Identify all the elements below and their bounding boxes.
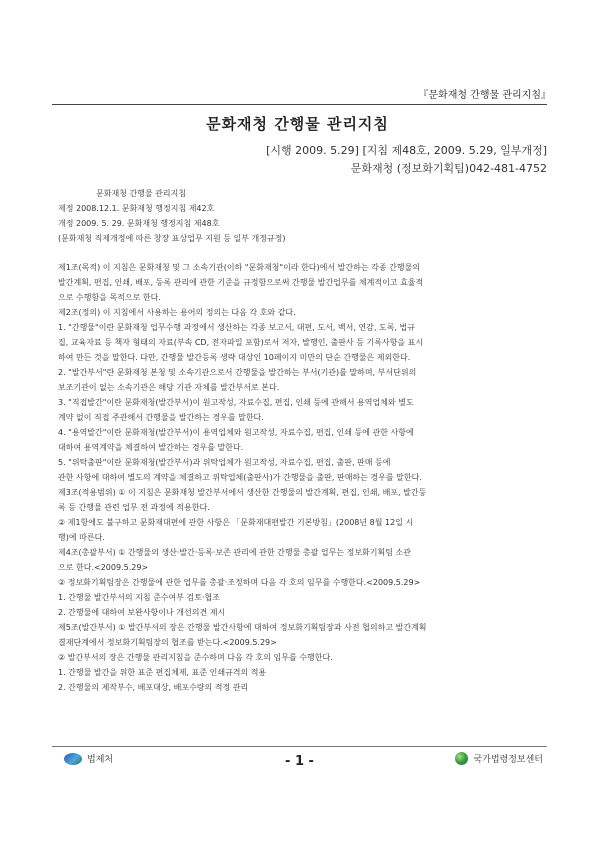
- preface-line: 제정 2008.12.1. 문화재청 행정지침 제42호: [58, 204, 215, 213]
- article-line: 하여 만든 것을 말한다. 다만, 간행물 발간등록 생략 대상인 10페이지 미만의 단순 간행물은 제외한다.: [58, 353, 411, 362]
- footer-divider: [52, 746, 547, 747]
- article-line: 발간계획, 편집, 인쇄, 배포, 등록 관리에 관한 기준을 규정함으로써 간행물 발간업무를 체계적이고 효율적: [58, 278, 424, 287]
- preface-line: 문화재청 간행물 관리지침: [96, 189, 187, 198]
- footer-right: [455, 752, 543, 765]
- article-line: 5. "위탁출판"이란 문화재청(발간부서)과 위탁업체가 원고작성, 자료수집, 편집, 출판, 판매 등에: [58, 458, 391, 467]
- article-line: 제3조(적용범위) ① 이 지침은 문화재청 발간부서에서 생산한 간행물의 발간계획, 편집, 인쇄, 배포, 발간등: [58, 488, 427, 497]
- document-title: 문화재청 간행물 관리지침: [206, 115, 389, 133]
- article-line: 1. 간행물 발간부서의 지침 준수여부 검토·협조: [58, 593, 220, 602]
- article-line: 으로 한다.<2009.5.29>: [58, 563, 149, 572]
- article-line: 보조기관이 없는 소속기관은 해당 기관 자체를 발간부서로 본다.: [58, 383, 280, 392]
- article-line: ② 발간부서의 장은 간행물 관리지침을 준수하며 다음 각 호의 임무를 수행한다.: [58, 653, 333, 662]
- footer-left-label: 법제처: [87, 755, 114, 765]
- footer-right-label: 국가법령정보센터: [473, 755, 543, 765]
- header-divider: [52, 104, 547, 105]
- article-line: ② 정보화기획팀장은 간행물에 관한 업무를 총괄·조정하며 다음 각 호의 임무를 수행한다.<2009.5.29>: [58, 578, 421, 587]
- article-line: ② 제1항에도 불구하고 문화재대편에 관한 사항은 「문화재대편발간 기본방침」(2008년 8월 12일 시: [58, 518, 414, 527]
- article-line: 제2조(정의) 이 지침에서 사용하는 용어의 정의는 다음 각 호와 같다.: [58, 308, 296, 317]
- article-line: 3. "직접발간"이란 문화재청(발간부서)이 원고작성, 자료수집, 편집, 인쇄 등에 관해서 용역업체와 별도: [58, 398, 414, 407]
- law-center-logo-icon: [455, 752, 468, 765]
- article-line: 제1조(목적) 이 지침은 문화재청 및 그 소속기관(이하 "문화재청"이라 한다)에서 발간하는 각종 간행물의: [58, 263, 421, 272]
- enforcement-info: [시행 2009. 5.29] [지침 제48호, 2009. 5.29, 일부개정]: [266, 144, 547, 157]
- header-tag: 『문화재청 간행물 관리지침』: [418, 90, 551, 101]
- article-line: 2. 간행물에 대하여 보완사항이나 개선의견 제시: [58, 608, 226, 617]
- article-line: 으로 수행함을 목적으로 한다.: [58, 293, 161, 302]
- article-line: 대하여 용역계약을 체결하여 발간하는 경우를 말한다.: [58, 443, 244, 452]
- article-line: 행)에 따른다.: [58, 533, 105, 542]
- article-line: 2. "발간부서"란 문화재청 본청 및 소속기관으로서 간행물을 발간하는 부서(기관)를 말하며, 부서단위의: [58, 368, 417, 377]
- article-line: 제5조(발간부서) ① 발간부서의 장은 간행물 발간사항에 대하여 정보화기획팀장과 사전 협의하고 발간계획: [58, 623, 427, 632]
- spacer: [58, 246, 548, 260]
- article-line: 집, 교육자료 등 책자 형태의 자료(부속 CD, 전자파일 포함)로서 저자, 발행인, 출판사 등 기록사항을 표시: [58, 338, 424, 347]
- article-line: 2. 간행물의 제작부수, 배포대상, 배포수량의 적정 관리: [58, 683, 249, 692]
- article-line: 1. 간행물 발간을 위한 표준 편집체제, 표준 인쇄규격의 적용: [58, 668, 267, 677]
- preface-line: 개정 2009. 5. 29. 문화재청 행정지침 제48호: [58, 219, 220, 228]
- contact-info: 문화재청 (정보화기획팀)042-481-4752: [350, 162, 547, 175]
- article-line: 결재단계에서 정보화기획팀장의 협조를 받는다.<2009.5.29>: [58, 638, 277, 647]
- article-line: 4. "용역발간"이란 문화재청(발간부서)이 용역업체와 원고작성, 자료수집, 편집, 인쇄 등에 관한 사항에: [58, 428, 414, 437]
- page-footer: [52, 752, 547, 770]
- article-line: 1. "간행물"이란 문화재청 업무수행 과정에서 생산하는 각종 보고서, 대편, 도서, 백서, 연감, 도록, 법규: [58, 323, 415, 332]
- document-body: [58, 186, 548, 695]
- page-number: - 1 -: [285, 754, 314, 769]
- article-line: 계약 없이 직접 주관해서 간행물을 발간하는 경우를 말한다.: [58, 413, 264, 422]
- article-line: 제4조(총괄부서) ① 간행물의 생산·발간·등록·보존 관리에 관한 간행물 총괄 업무는 정보화기획팀 소관: [58, 548, 411, 557]
- article-line: 록 등 간행물 관련 업무 전 과정에 적용한다.: [58, 503, 210, 512]
- article-line: 관한 사항에 대하여 별도의 계약을 체결하고 위탁업체(출판사)가 간행물을 출판, 판매하는 경우를 말한다.: [58, 473, 422, 482]
- preface-line: (문화재청 직제개정에 따른 창장 표상업무 지원 등 일부 개정규정): [58, 234, 286, 243]
